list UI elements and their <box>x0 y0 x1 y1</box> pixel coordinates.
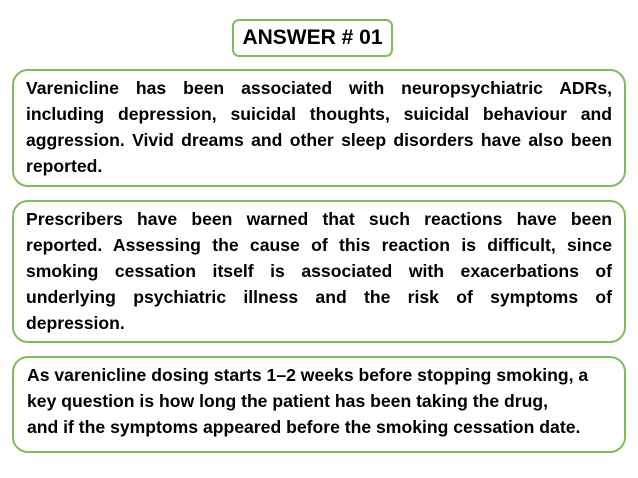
paragraph-3-line-3: and if the symptoms appeared before the smoking cessation date. <box>27 417 581 437</box>
answer-paragraph-3 <box>12 356 626 453</box>
paragraph-3-line-2: key question is how long the patient has been taking the drug, <box>27 391 549 411</box>
answer-paragraph-2: Prescribers have been warned that such reactions have been reported. Assessing the cause of this reaction is difficult, since smoking cessation itself is associated with exacerbations of underlying psychiatric illness and the risk of symptoms of depression. <box>12 200 626 343</box>
answer-paragraph-1: Varenicline has been associated with neuropsychiatric ADRs, including depression, suicidal thoughts, suicidal behaviour and aggression. Vivid dreams and other sleep disorders have also been reported. <box>12 69 626 187</box>
answer-title: ANSWER # 01 <box>232 19 393 57</box>
paragraph-3-line-1: As varenicline dosing starts 1–2 weeks before stopping smoking, a <box>27 365 589 385</box>
